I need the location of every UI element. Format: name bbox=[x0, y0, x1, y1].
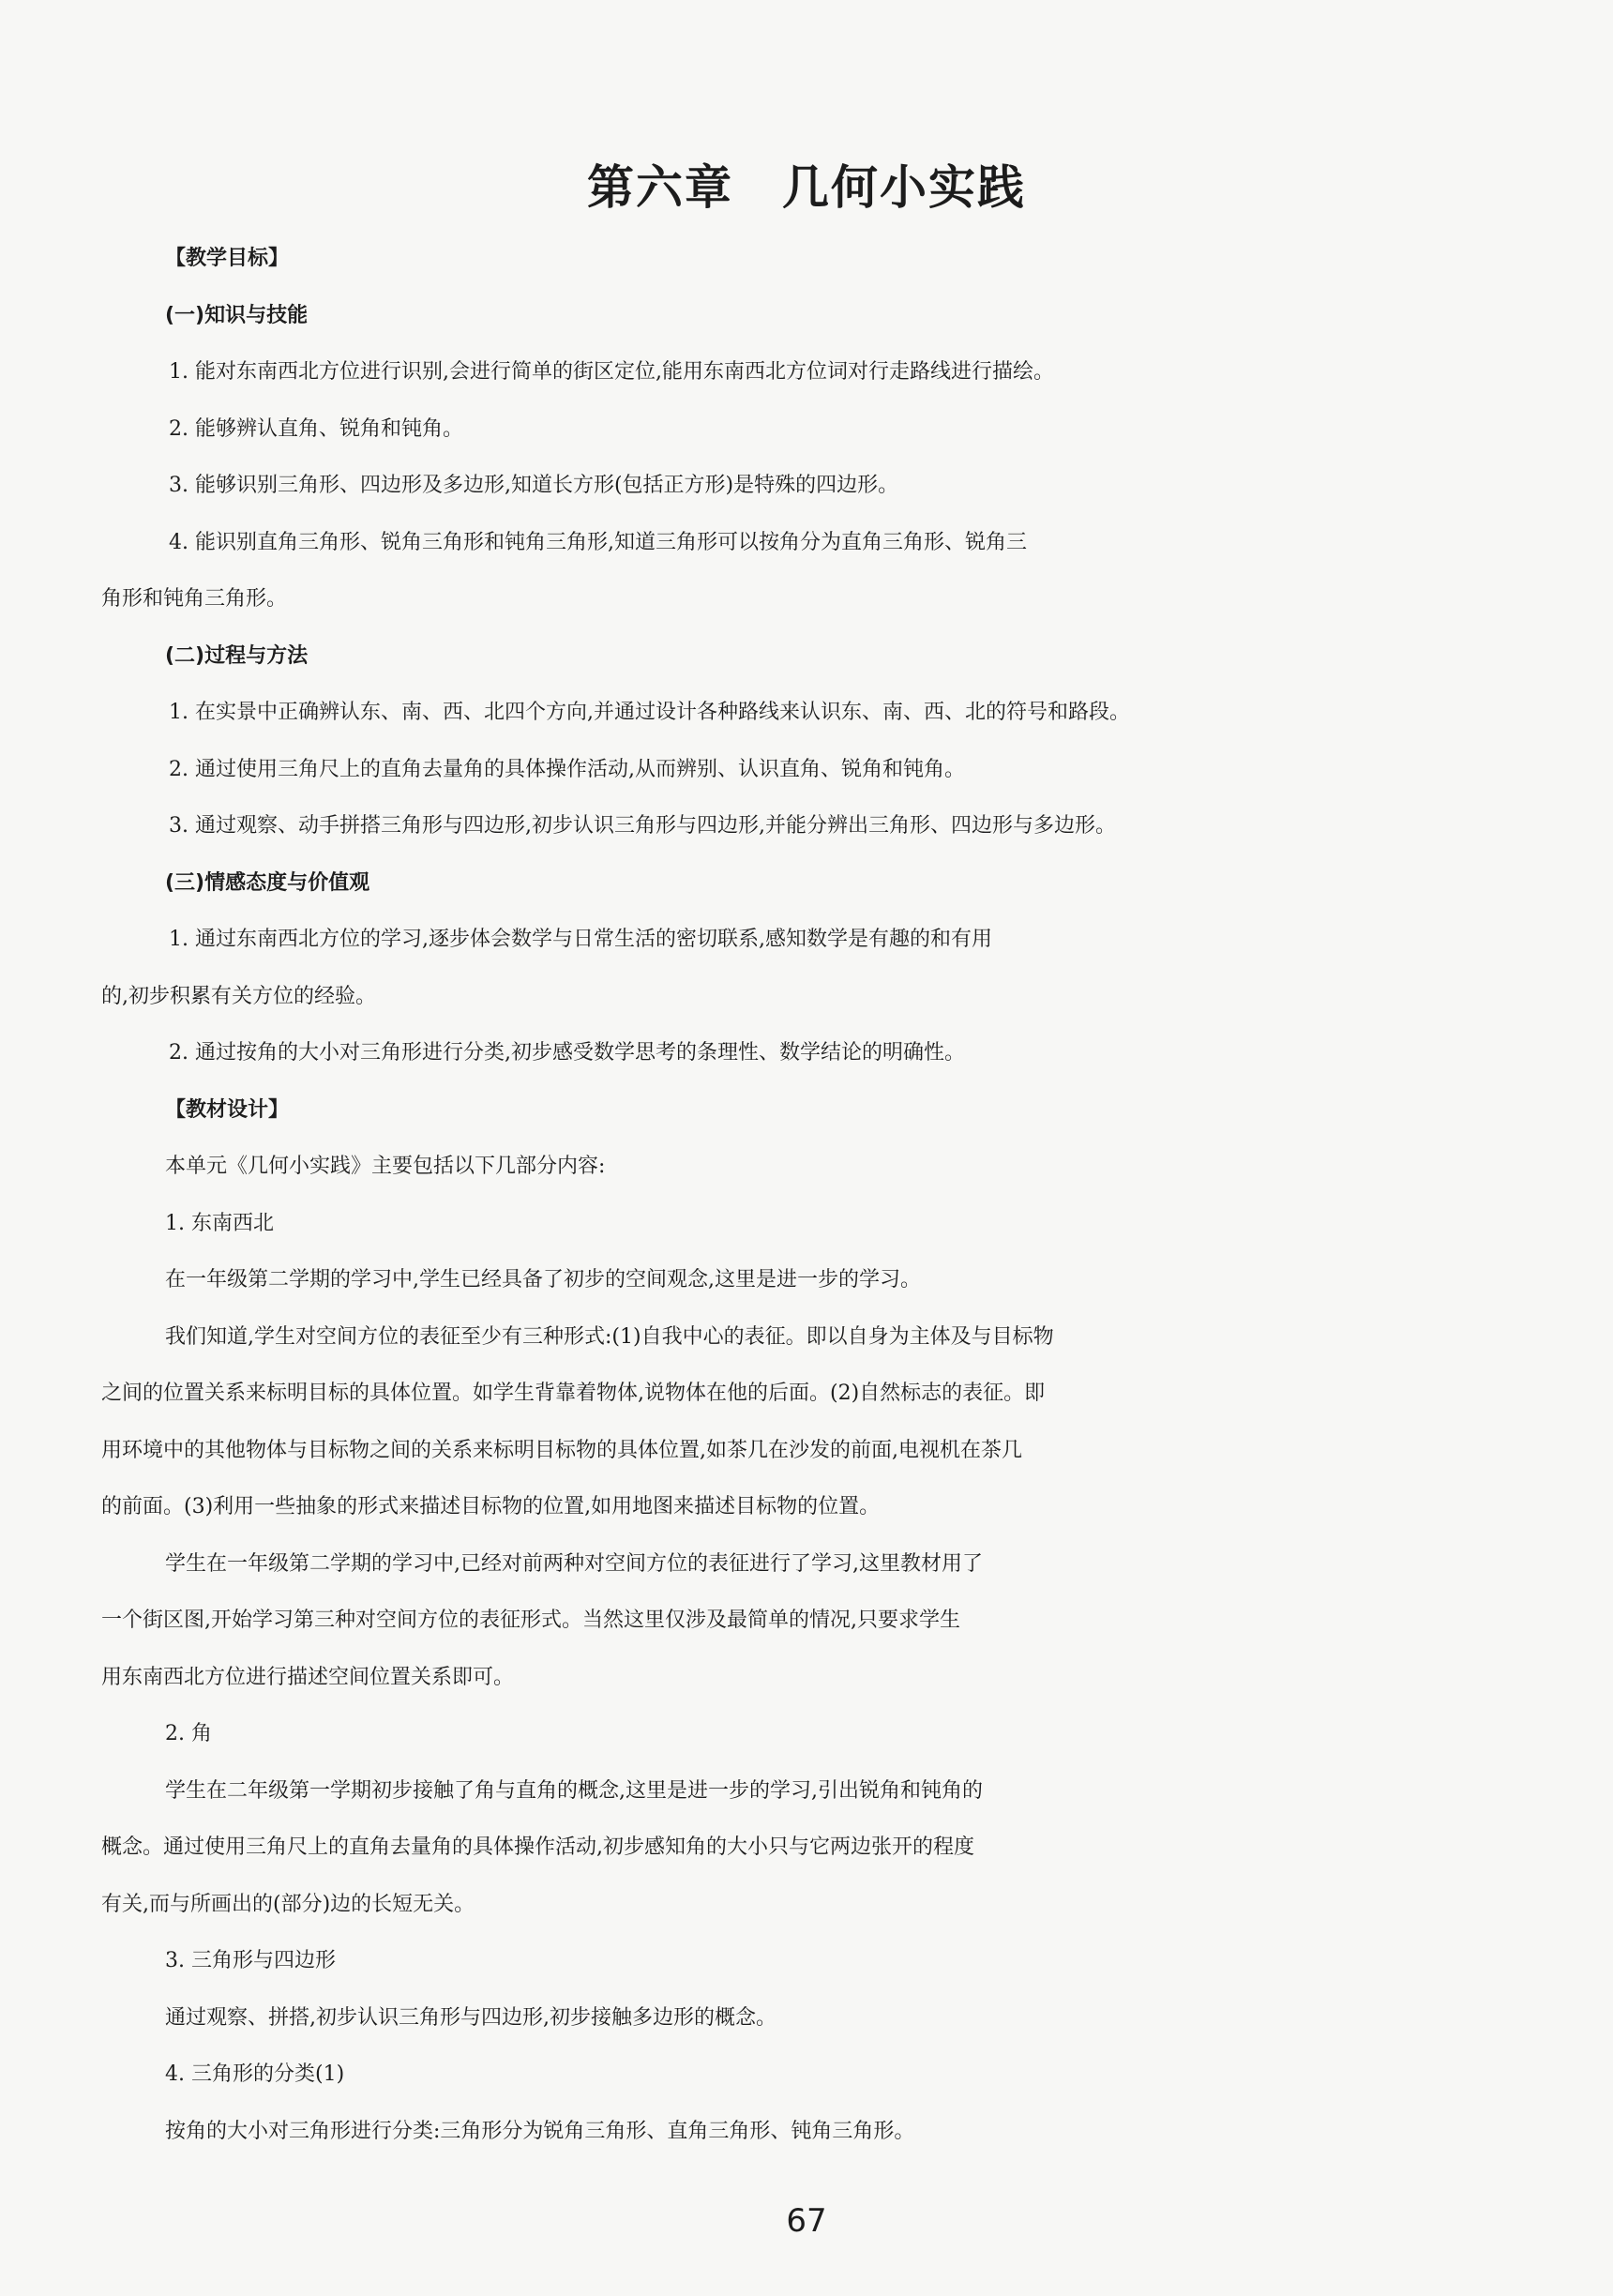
text-line: 一个街区图,开始学习第三种对空间方位的表征形式。当然这里仅涉及最简单的情况,只要求学生 bbox=[101, 1609, 960, 1632]
text-line: 有关,而与所画出的(部分)边的长短无关。 bbox=[101, 1892, 475, 1916]
text-line: 1. 能对东南西北方位进行识别,会进行简单的街区定位,能用东南西北方位词对行走路线进行描绘。 bbox=[169, 360, 1054, 384]
text-line: 本单元《几何小实践》主要包括以下几部分内容: bbox=[165, 1155, 606, 1178]
text-line: 2. 通过使用三角尺上的直角去量角的具体操作活动,从而辨别、认识直角、锐角和钝角。 bbox=[169, 757, 965, 781]
text-line: 2. 角 bbox=[165, 1722, 212, 1745]
text-line: 3. 能够识别三角形、四边形及多边形,知道长方形(包括正方形)是特殊的四边形。 bbox=[169, 474, 899, 497]
text-line: 的,初步积累有关方位的经验。 bbox=[101, 984, 376, 1008]
section-heading: (一)知识与技能 bbox=[165, 303, 309, 327]
page-number: 67 bbox=[786, 2202, 827, 2240]
text-line: 学生在二年级第一学期初步接触了角与直角的概念,这里是进一步的学习,引出锐角和钝角的 bbox=[165, 1778, 983, 1803]
text-line: 角形和钝角三角形。 bbox=[101, 587, 288, 611]
text-line: 1. 东南西北 bbox=[165, 1211, 274, 1235]
section-heading: (三)情感态度与价值观 bbox=[165, 870, 370, 895]
chapter-title: 第六章 几何小实践 bbox=[587, 160, 1026, 215]
text-line: 概念。通过使用三角尺上的直角去量角的具体操作活动,初步感知角的大小只与它两边张开的程度 bbox=[101, 1835, 974, 1859]
text-line: 3. 通过观察、动手拼搭三角形与四边形,初步认识三角形与四边形,并能分辨出三角形、四边形与多边形。 bbox=[169, 814, 1116, 838]
text-line: 1. 通过东南西北方位的学习,逐步体会数学与日常生活的密切联系,感知数学是有趣的和有用 bbox=[169, 928, 992, 951]
text-line: 2. 通过按角的大小对三角形进行分类,初步感受数学思考的条理性、数学结论的明确性。 bbox=[169, 1041, 965, 1065]
section-heading: 【教材设计】 bbox=[165, 1097, 290, 1122]
text-line: 2. 能够辨认直角、锐角和钝角。 bbox=[169, 416, 463, 441]
text-line: 学生在一年级第二学期的学习中,已经对前两种对空间方位的表征进行了学习,这里教材用了 bbox=[165, 1551, 983, 1576]
text-line: 用东南西北方位进行描述空间位置关系即可。 bbox=[101, 1665, 515, 1689]
text-line: 1. 在实景中正确辨认东、南、西、北四个方向,并通过设计各种路线来认识东、南、西、北的符号和路段。 bbox=[169, 701, 1130, 724]
text-line: 4. 能识别直角三角形、锐角三角形和钝角三角形,知道三角形可以按角分为直角三角形、锐角三 bbox=[169, 530, 1027, 554]
text-line: 之间的位置关系来标明目标的具体位置。如学生背靠着物体,说物体在他的后面。(2)自然标志的表征。即 bbox=[101, 1382, 1046, 1405]
text-line: 用环境中的其他物体与目标物之间的关系来标明目标物的具体位置,如茶几在沙发的前面,电视机在茶几 bbox=[101, 1438, 1022, 1462]
text-line: 通过观察、拼搭,初步认识三角形与四边形,初步接触多边形的概念。 bbox=[165, 2005, 776, 2030]
text-line: 我们知道,学生对空间方位的表征至少有三种形式:(1)自我中心的表征。即以自身为主体及与目标物 bbox=[165, 1324, 1054, 1349]
text-line: 3. 三角形与四边形 bbox=[165, 1949, 336, 1972]
text-line: 4. 三角形的分类(1) bbox=[165, 2062, 345, 2086]
body-text bbox=[101, 231, 1497, 2160]
text-line: 按角的大小对三角形进行分类:三角形分为锐角三角形、直角三角形、钝角三角形。 bbox=[165, 2119, 915, 2143]
section-heading: (二)过程与方法 bbox=[165, 643, 309, 668]
text-line: 的前面。(3)利用一些抽象的形式来描述目标物的位置,如用地图来描述目标物的位置。 bbox=[101, 1495, 881, 1518]
text-line: 在一年级第二学期的学习中,学生已经具备了初步的空间观念,这里是进一步的学习。 bbox=[165, 1268, 921, 1292]
section-heading: 【教学目标】 bbox=[165, 247, 290, 270]
